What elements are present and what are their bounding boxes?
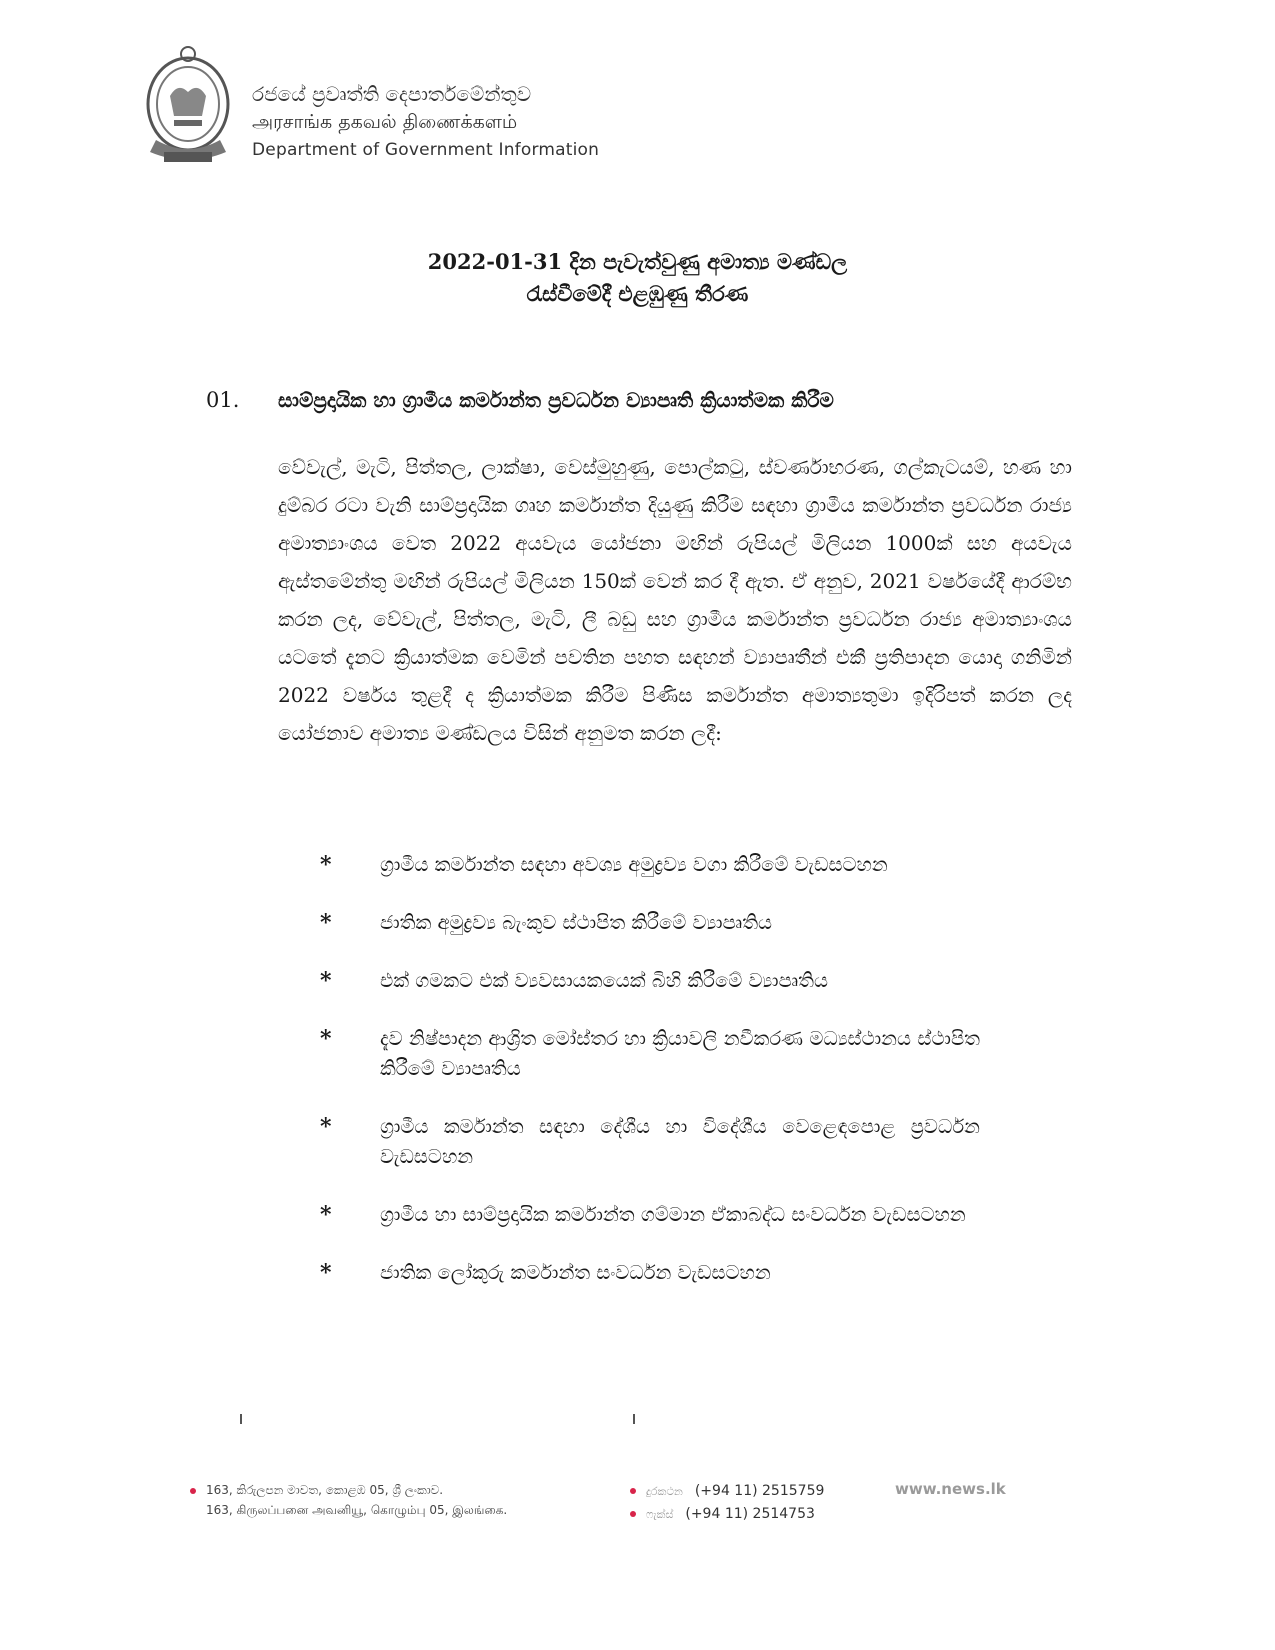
department-name — [252, 80, 599, 164]
list-item-text: එක් ගමකට එක් ව්‍යවසායකයෙක් බිහි කිරීමේ ව්‍යාපෘතිය — [380, 969, 829, 992]
project-list — [320, 850, 1020, 1316]
list-item — [320, 1200, 980, 1230]
phone-label: දුරකථන — [646, 1485, 683, 1498]
bullet-star-icon: * — [320, 1026, 332, 1052]
fax-number: (+94 11) 2514753 — [685, 1506, 815, 1522]
list-item — [320, 908, 980, 938]
bullet-star-icon: * — [320, 1202, 332, 1228]
bullet-star-icon: * — [320, 852, 332, 878]
section-body: වේවැල්, මැටි, පිත්තල, ලාක්ෂා, වෙස්මුහුණු, පොල්කටු, ස්වර්ණාභරණ, ගල්කැටයම්, හණ හා දුම්බර රටා වැනි සාම්ප්‍රදායික ගෘහ කර්මාන්ත දියුණු කිරීම සඳහා ග්‍රාමීය කර්මාන්ත ප්‍රවර්ධන රාජ්‍ය අමාත්‍යාංශය වෙත 2022 අයවැය යෝජනා මඟින් රුපියල් මිලියන 1000ක් සහ අයවැය ඇස්තමේන්තු මඟින් රුපියල් මිලියන 150ක් වෙන් කර දී ඇත. ඒ අනුව, 2021 වර්ෂයේදී ආරම්භ කරන ලද, වේවැල්, පිත්තල, මැටි, ලී බඩු සහ ග්‍රාමීය කර්මාන්ත ප්‍රවර්ධන රාජ්‍ය අමාත්‍යාංශය යටතේ දැනට ක්‍රියාත්මක වෙමින් පවතින පහත සඳහන් ව්‍යාපෘතීන් එකී ප්‍රතිපාදන යොදා ගනිමින් 2022 වර්ෂය තුළදී ද ක්‍රියාත්මක කිරීම පිණිස කර්මාන්ත අමාත්‍යතුමා ඉදිරිපත් කරන ලද යෝජනාව අමාත්‍ය මණ්ඩලය විසින් අනුමත කරන ලදී: — [278, 455, 1072, 745]
department-name-tamil: அரசாங்க தகவல் திணைக்களம் — [252, 111, 518, 133]
bullet-star-icon: * — [320, 968, 332, 994]
address-tamil: 163, கிருலப்பனை அவனியூ, கொழும்பு 05, இலங்கை. — [206, 1503, 508, 1517]
divider-mark — [633, 1414, 635, 1424]
bullet-star-icon: * — [320, 1260, 332, 1286]
list-item — [320, 1024, 980, 1084]
department-name-english: Department of Government Information — [252, 140, 600, 160]
fax-label: ෆැක්ස් — [646, 1508, 674, 1521]
department-name-sinhala: රජයේ ප්‍රවෘත්ති දෙපාර්තමේන්තුව — [252, 82, 532, 106]
address-sinhala: 163, කිරුලපන මාවත, කොළඹ 05, ශ්‍රී ලංකාව. — [206, 1483, 444, 1497]
footer-contact — [630, 1480, 824, 1526]
website-link[interactable]: www.news.lk — [895, 1480, 1006, 1498]
list-item — [320, 850, 980, 880]
list-item-text: ජාතික අමුද්‍රව්‍ය බැංකුව ස්ථාපිත කිරීමේ ව්‍යාපෘතිය — [380, 911, 773, 934]
letterhead — [140, 40, 660, 170]
list-item — [320, 966, 980, 996]
list-item-text: ග්‍රාමීය හා සාම්ප්‍රදායික කර්මාන්ත ගම්මාන ඒකාබද්ධ සංවර්ධන වැඩසටහන — [380, 1203, 966, 1226]
fax-dot-icon — [630, 1511, 636, 1517]
section-heading: සාම්ප්‍රදායික හා ග්‍රාමීය කර්මාන්ත ප්‍රවර්ධන ව්‍යාපෘති ක්‍රියාත්මක කිරීම — [278, 388, 834, 412]
sri-lanka-emblem-icon — [140, 44, 236, 168]
phone-number: (+94 11) 2515759 — [694, 1483, 825, 1499]
list-item — [320, 1112, 980, 1172]
divider-mark — [240, 1414, 242, 1424]
title-line-2: රැස්වීමේදී එළඹුණු තීරණ — [526, 281, 749, 306]
document-title — [0, 246, 1275, 310]
list-item — [320, 1258, 980, 1288]
section-number: 01. — [206, 388, 240, 412]
footer — [0, 1480, 1275, 1540]
bullet-star-icon: * — [320, 1114, 332, 1140]
footer-address — [190, 1480, 507, 1520]
list-item-text: ජාතික ලෝකුරු කර්මාන්ත සංවර්ධන වැඩසටහන — [380, 1261, 771, 1284]
title-line-1: 2022-01-31 දින පැවැත්වුණු අමාත්‍ය මණ්ඩල — [427, 249, 848, 274]
bullet-star-icon: * — [320, 910, 332, 936]
bullet-dot-icon — [190, 1488, 196, 1494]
list-item-text: දැව නිෂ්පාදන ආශ්‍රිත මෝස්තර හා ක්‍රියාවලි නවීකරණ මධ්‍යස්ථානය ස්ථාපිත කිරීමේ ව්‍යාපෘතිය — [380, 1027, 980, 1080]
list-item-text: ග්‍රාමීය කර්මාන්ත සඳහා අවශ්‍ය අමුද්‍රව්‍ය වගා කිරීමේ වැඩසටහන — [380, 853, 888, 876]
list-item-text: ග්‍රාමීය කර්මාන්ත සඳහා දේශීය හා විදේශීය වෙළෙඳපොළ ප්‍රවර්ධන වැඩසටහන — [380, 1115, 980, 1168]
phone-dot-icon — [630, 1488, 636, 1494]
